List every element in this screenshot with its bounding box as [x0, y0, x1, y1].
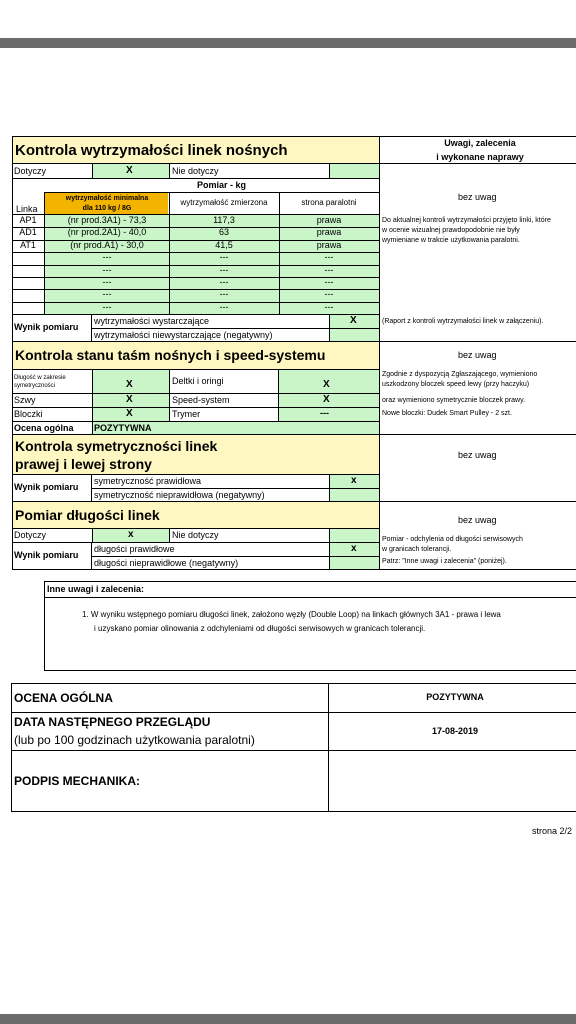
rule — [279, 192, 280, 314]
section3-title-l1: Kontrola symetryczności linek — [15, 438, 218, 454]
rule — [169, 192, 170, 314]
row-rule — [12, 252, 379, 253]
empty-green-cell — [329, 489, 379, 501]
len-ok: długości prawidłowe — [94, 544, 175, 554]
dash-cell: --- — [102, 277, 112, 287]
rule — [169, 163, 170, 178]
rule — [11, 750, 576, 751]
rule — [328, 683, 329, 812]
trymer-label: Trymer — [172, 409, 201, 419]
rule — [91, 556, 380, 557]
linka-header: Linka — [16, 204, 38, 214]
summary-data-label: DATA NASTĘPNEGO PRZEGLĄDU — [14, 715, 211, 729]
dash-cell: --- — [324, 289, 334, 300]
rule — [379, 341, 576, 342]
empty-green-cell — [329, 164, 379, 178]
rule — [329, 163, 330, 178]
summary-data-sub: (lub po 100 godzinach użytkowania paralotni) — [14, 733, 255, 747]
rule — [12, 421, 380, 422]
deltki-label: Deltki i oringi — [172, 376, 224, 386]
min-strength-cell: (nr prod.A1) - 30,0 — [70, 239, 144, 250]
rule — [12, 542, 380, 543]
rule — [92, 369, 93, 435]
dash-cell: --- — [219, 252, 229, 263]
niewystarczajace: wytrzymałości niewystarczające (negatywny) — [94, 330, 273, 340]
pomiar-header: Pomiar - kg — [197, 180, 247, 190]
measured-cell: 63 — [218, 227, 229, 238]
dash-cell: --- — [324, 264, 334, 275]
row-rule — [12, 265, 379, 266]
dash-cell: --- — [102, 301, 112, 312]
rule — [44, 597, 576, 598]
rule — [169, 369, 170, 421]
rule — [379, 163, 576, 164]
section3-title-l2: prawej i lewej strony — [15, 456, 152, 472]
sym-x: x — [351, 475, 357, 486]
remarks-head-l1: Uwagi, zalecenia — [444, 138, 516, 148]
linka-cell: AD1 — [19, 227, 37, 238]
deltki-x: X — [323, 379, 330, 390]
remarks-n4-l3: Patrz: "Inne uwagi i zalecenia" (poniżej). — [382, 558, 507, 565]
rule — [379, 501, 576, 502]
section4-title: Pomiar długości linek — [15, 507, 160, 523]
min-strength-cell: (nr prod.2A1) - 40,0 — [67, 227, 147, 238]
empty-green-cell — [330, 329, 379, 341]
sym-nok: symetryczność nieprawidłowa (negatywny) — [94, 490, 265, 500]
row-rule — [12, 289, 379, 290]
dlugosc-l1: Długość w zakresie — [14, 375, 66, 381]
dlugosc-l2: symetryczności — [14, 383, 56, 389]
remarks-bez-uwag-2: bez uwag — [458, 350, 497, 360]
sym-ok: symetryczność prawidłowa — [94, 476, 202, 486]
rule — [379, 434, 576, 435]
row-rule — [12, 227, 379, 228]
sec4-nie-dotyczy: Nie dotyczy — [172, 530, 219, 540]
linka-cell: AT1 — [20, 239, 36, 250]
dash-cell: --- — [102, 264, 112, 275]
bottom-viewer-bar — [0, 1014, 576, 1024]
szwy-x: X — [126, 394, 133, 405]
rule — [12, 178, 380, 179]
dotyczy-label: Dotyczy — [14, 166, 47, 176]
linka-cell: AP1 — [19, 215, 37, 225]
ocena-value: POZYTYWNA — [94, 423, 152, 433]
dash-cell: --- — [219, 301, 229, 312]
sec4-dotyczy: Dotyczy — [14, 530, 47, 540]
other-remarks-p-l1: 1. W wyniku wstępnego pomiaru długości linek, założono węzły (Double Loop) na linkach głównych 3A1 - prawa i lewa — [82, 610, 501, 619]
trymer-dash: --- — [320, 408, 329, 418]
dash-cell: --- — [324, 277, 334, 287]
remarks-bez-uwag-3: bez uwag — [458, 450, 497, 460]
row-rule — [12, 277, 379, 278]
szwy-label: Szwy — [14, 395, 36, 405]
sec4-x1: x — [128, 529, 134, 540]
wyst-x: X — [350, 315, 357, 326]
empty-green-cell — [329, 557, 379, 569]
ocena-label: Ocena ogólna — [14, 423, 74, 433]
wynik-label: Wynik pomiaru — [14, 322, 79, 332]
min-strength-header-l2: dla 110 kg / 8G — [82, 205, 132, 212]
measured-cell: 117,3 — [213, 215, 235, 225]
top-viewer-bar — [0, 38, 576, 48]
remarks-n4-l2: w granicach tolerancji. — [382, 546, 452, 553]
dotyczy-x: X — [126, 165, 133, 176]
page-number: strona 2/2 — [532, 826, 573, 836]
sec4-wynik: Wynik pomiaru — [14, 550, 79, 560]
remarks-n1-l1: Do aktualnej kontroli wytrzymałości przyjęto linki, które — [382, 217, 551, 224]
remarks-n1-l3: wymieniane w trakcie użytkowania paralotni. — [382, 237, 520, 244]
rule — [44, 192, 45, 314]
remarks-n3-l1: Zgodnie z dyspozycją Zgłaszającego, wymieniono — [382, 371, 538, 378]
dash-cell: --- — [219, 264, 229, 275]
side-cell: prawa — [316, 227, 342, 238]
rule — [92, 528, 93, 542]
side-cell: prawa — [316, 239, 342, 250]
len-x: x — [351, 543, 357, 554]
rule — [91, 542, 92, 570]
empty-green-cell — [329, 529, 379, 542]
min-strength-header-l1: wytrzymałość minimalna — [65, 195, 149, 202]
dash-cell: --- — [219, 277, 229, 287]
sec3-wynik: Wynik pomiaru — [14, 482, 79, 492]
rule — [92, 163, 93, 178]
section1-title: Kontrola wytrzymałości linek nośnych — [15, 142, 288, 159]
dash-cell: --- — [219, 289, 229, 300]
wystarczajace: wytrzymałości wystarczające — [94, 316, 210, 326]
side-cell: prawa — [316, 215, 342, 225]
row-rule — [12, 302, 379, 303]
rule — [11, 712, 576, 713]
rule — [12, 314, 380, 315]
remarks-bez-uwag-4: bez uwag — [458, 515, 497, 525]
dash-cell: --- — [102, 252, 112, 263]
measured-header: wytrzymałość zmierzona — [180, 198, 268, 207]
dash-cell: --- — [324, 252, 334, 263]
min-strength-cell: (nr prod.3A1) - 73,3 — [67, 215, 147, 225]
summary-podpis-label: PODPIS MECHANIKA: — [14, 774, 141, 788]
summary-ocena-label: OCENA OGÓLNA — [14, 691, 113, 705]
remarks-n3-l2: uszkodzony bloczek speed lewy (przy haczyku) — [382, 381, 530, 388]
rule — [169, 528, 170, 542]
section2-title: Kontrola stanu taśm nośnych i speed-systemu — [15, 347, 326, 363]
remarks-n2: (Raport z kontroli wytrzymałości linek w załączeniu). — [382, 318, 544, 325]
side-header: strona paralotni — [301, 198, 357, 207]
summary-data-value: 17-08-2019 — [431, 726, 479, 736]
other-remarks-title: Inne uwagi i zalecenia: — [47, 584, 145, 594]
measured-cell: 41,5 — [215, 239, 233, 250]
summary-ocena-value: POZYTYWNA — [426, 692, 484, 702]
remarks-n1-l2: w ocenie wizualnej prawdopodobnie nie były — [382, 227, 520, 234]
len-nok: długości nieprawidłowe (negatywny) — [94, 558, 239, 568]
row-rule — [12, 240, 379, 241]
remarks-n4-l1: Pomiar - odchylenia od długości serwisowych — [382, 536, 523, 543]
nie-dotyczy-label: Nie dotyczy — [172, 166, 219, 176]
remarks-bez-uwag-1: bez uwag — [458, 192, 497, 202]
dlugosc-x: X — [126, 379, 133, 390]
speed-x: X — [323, 394, 330, 405]
remarks-n3-l3: oraz wymieniono symetrycznie bloczek prawy. — [382, 397, 526, 404]
bloczki-label: Bloczki — [14, 409, 43, 419]
dash-cell: --- — [102, 289, 112, 300]
rule — [278, 369, 279, 421]
speed-label: Speed-system — [172, 395, 230, 405]
remarks-n3-l4: Nowe bloczki: Dudek Smart Pulley - 2 szt. — [382, 410, 512, 417]
remarks-head-l2: i wykonane naprawy — [436, 152, 524, 162]
rule — [91, 488, 380, 489]
dash-cell: --- — [324, 301, 334, 312]
rule — [329, 528, 330, 570]
bloczki-x: X — [126, 408, 133, 419]
other-remarks-p-l2: i uzyskano pomiar olinowania z odchyleniami od długości serwisowych w granicach tolerancji. — [94, 624, 426, 633]
